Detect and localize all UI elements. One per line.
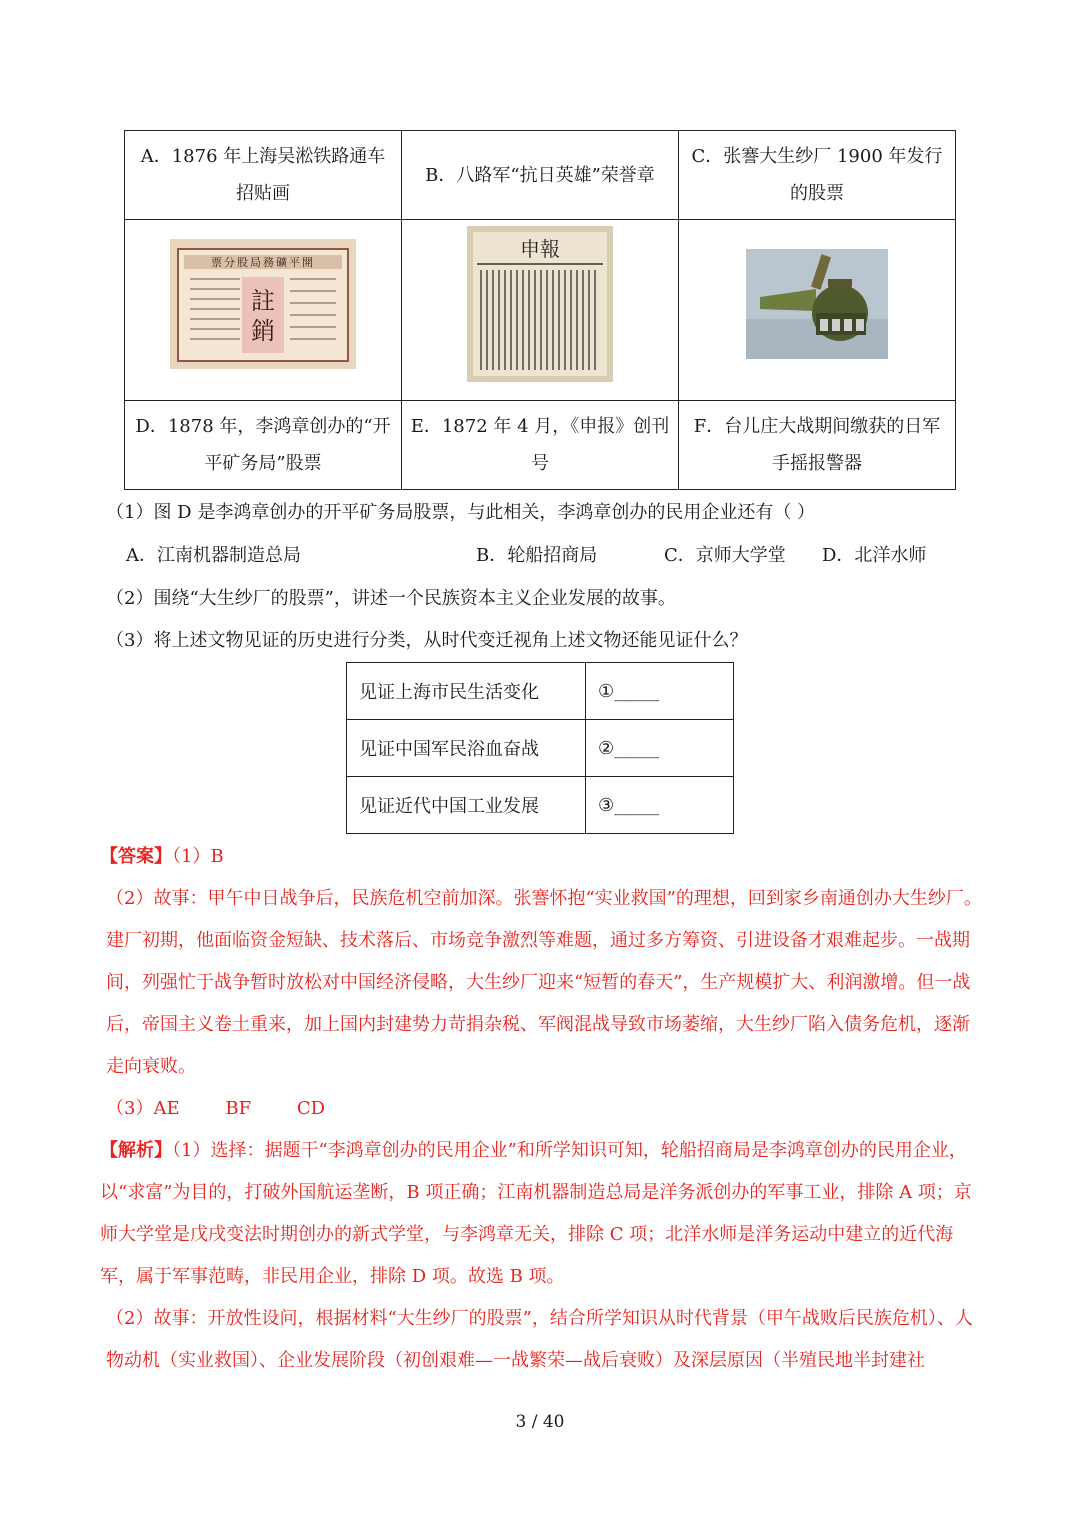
caption-f: F．台儿庄大战期间缴获的日军手摇报警器 — [679, 401, 956, 490]
q1-option-d: D．北洋水师 — [822, 545, 927, 566]
svg-text:註: 註 — [251, 286, 275, 315]
stock-header-text: 票分股局務礦平開 — [211, 255, 315, 269]
caption-d: D．1878 年，李鸿章创办的“开平矿务局”股票 — [125, 401, 402, 490]
caption-e: E．1872 年 4 月，《申报》创刊号 — [402, 401, 679, 490]
caption-c: C．张謇大生纱厂 1900 年发行的股票 — [679, 131, 956, 220]
q1-option-c: C．京师大学堂 — [664, 545, 786, 566]
table-row — [347, 720, 734, 777]
image-hand-siren — [679, 220, 956, 401]
image-newspaper — [402, 220, 679, 401]
question-3: （3）将上述文物见证的历史进行分类，从时代变迁视角上述文物还能见证什么？ — [106, 630, 748, 651]
witness-label: 见证近代中国工业发展 — [347, 777, 586, 834]
answer-section — [100, 836, 984, 1382]
table-row — [347, 777, 734, 834]
answer-tag: 【答案】 — [100, 846, 172, 867]
svg-text:銷: 銷 — [251, 316, 275, 345]
analysis-1: （1）选择：据题干“李鸿章创办的民用企业”和所学知识可知，轮船招商局是李鸿章创办的民用企业，以“求富”为目的，打破外国航运垄断，B 项正确；江南机器制造总局是洋务派创办的军事工业，排除 A 项；京师大学堂是戊戌变法时期创办的新式学堂，与李鸿章无关，排除 C 项；北洋水师是洋务运动中建立的近代海军，属于军事范畴，非民用企业，排除 D 项。故选 B 项。 — [100, 1140, 972, 1287]
caption-a: A．1876 年上海吴淞铁路通车招贴画 — [125, 131, 402, 220]
hand-siren-image — [746, 249, 888, 359]
witness-label: 见证上海市民生活变化 — [347, 663, 586, 720]
answer-1: （1）B — [172, 846, 224, 867]
witness-blank: ③_____ — [586, 777, 734, 834]
analysis-tag: 【解析】 — [100, 1140, 172, 1161]
artifact-table — [124, 130, 956, 490]
q1-option-b: B．轮船招商局 — [476, 545, 598, 566]
answer-2: （2）故事：甲午中日战争后，民族危机空前加深。张謇怀抱“实业救国”的理想，回到家乡南通创办大生纱厂。建厂初期，他面临资金短缺、技术落后、市场竞争激烈等难题，通过多方筹资、引进设备才艰难起步。一战期间，列强忙于战争暂时放松对中国经济侵略，大生纱厂迎来“短暂的春天”，生产规模扩大、利润激增。但一战后，帝国主义卷土重来，加上国内封建势力苛捐杂税、军阀混战导致市场萎缩，大生纱厂陷入债务危机，逐渐走向衰败。 — [106, 888, 982, 1077]
witness-table — [346, 662, 734, 834]
witness-blank: ①_____ — [586, 663, 734, 720]
table-row — [347, 663, 734, 720]
answer-3: （3）AE BF CD — [106, 1098, 326, 1119]
stock-certificate-image — [170, 239, 356, 369]
witness-blank: ②_____ — [586, 720, 734, 777]
question-1: （1）图 D 是李鸿章创办的开平矿务局股票，与此相关，李鸿章创办的民用企业还有（ ） — [106, 502, 816, 523]
analysis-2: （2）故事：开放性设问，根据材料“大生纱厂的股票”，结合所学知识从时代背景（甲午战败后民族危机）、人物动机（实业救国）、企业发展阶段（初创艰难—一战繁荣—战后衰败）及深层原因（半殖民地半封建社 — [106, 1308, 973, 1371]
page-number: 3 / 40 — [515, 1412, 565, 1432]
newspaper-masthead: 申報 — [520, 236, 560, 261]
q1-option-a: A．江南机器制造总局 — [126, 545, 301, 566]
newspaper-image — [467, 226, 613, 382]
caption-b: B．八路军“抗日英雄”荣誉章 — [402, 131, 679, 220]
question-2: （2）围绕“大生纱厂的股票”，讲述一个民族资本主义企业发展的故事。 — [106, 588, 676, 609]
witness-label: 见证中国军民浴血奋战 — [347, 720, 586, 777]
image-stock-certificate — [125, 220, 402, 401]
